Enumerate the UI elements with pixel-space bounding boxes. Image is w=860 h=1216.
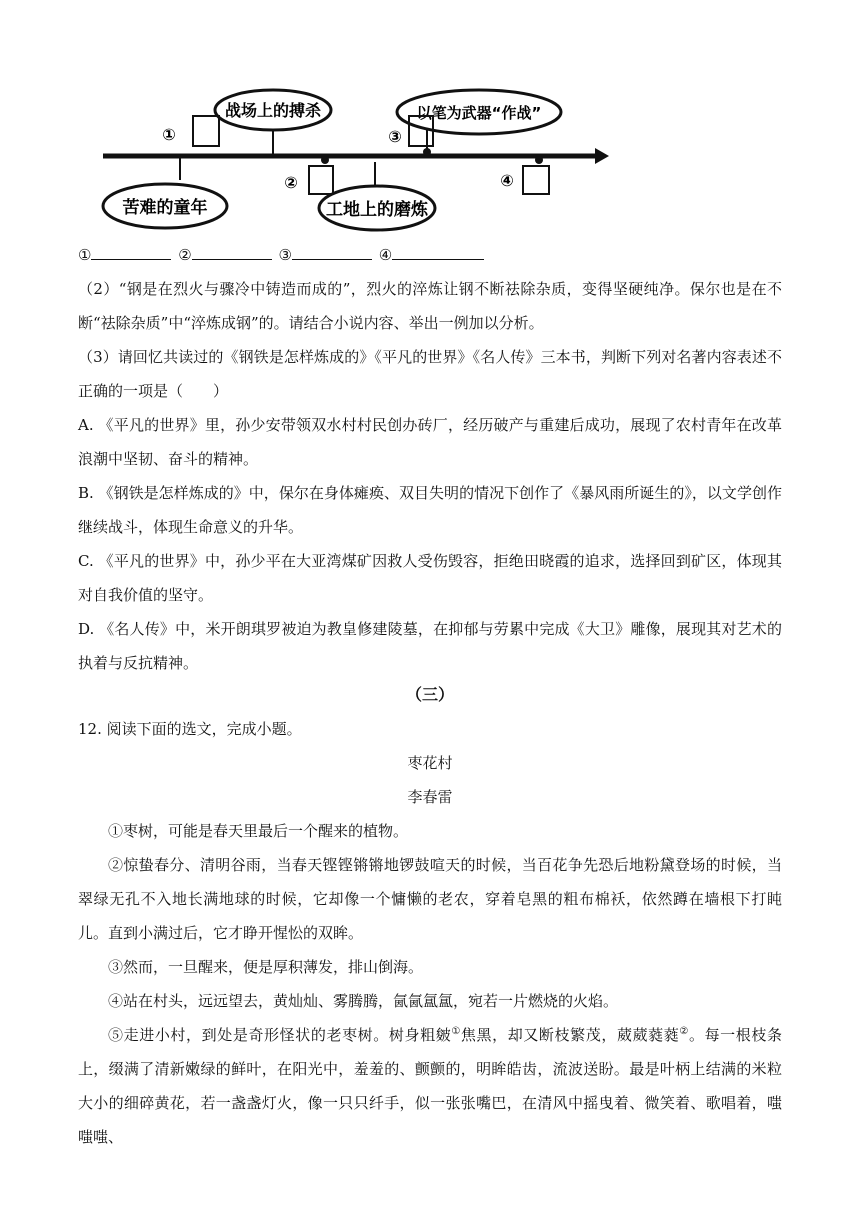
answer-blank-4[interactable] — [392, 245, 484, 260]
blank-label-2: ② — [178, 246, 192, 264]
option-a: A. 《平凡的世界》里，孙少安带领双水村村民创办砖厂，经历破产与重建后成功，展现了农村青年在改革浪潮中坚韧、奋斗的精神。 — [78, 416, 782, 468]
timeline-diagram — [95, 88, 615, 238]
option-b: B. 《钢铁是怎样炼成的》中，保尔在身体瘫痪、双目失明的情况下创作了《暴风雨所诞生的》，以文学创作继续战斗，体现生命意义的升华。 — [78, 484, 782, 536]
answer-blanks-line — [78, 244, 782, 266]
label-construction: 工地上的磨炼 — [326, 200, 428, 220]
paragraph-5-part-c: 。每一根枝条上，缀满了清新嫩绿的鲜叶，在阳光中，羞羞的、颤颤的，明眸皓齿，流波送盼。最是叶柄上结满的米粒大小的细碎黄花，若一盏盏灯火，像一只只纤手，似一张张嘴巴，在清风中摇曳着、微笑着、歌唱着，嗤嗤嗤、 — [78, 1026, 782, 1146]
question-3: （3）请回忆共读过的《钢铁是怎样炼成的》《平凡的世界》《名人传》三本书，判断下列对名著内容表述不正确的一项是（ ） — [78, 348, 782, 400]
article-paragraph-3: ③然而，一旦醒来，便是厚积薄发，排山倒海。 — [108, 958, 424, 976]
option-d: D. 《名人传》中，米开朗琪罗被迫为教皇修建陵墓，在抑郁与劳累中完成《大卫》雕像，展现其对艺术的执着与反抗精神。 — [78, 620, 782, 672]
timeline-dot-3 — [423, 148, 431, 156]
paragraph-5-part-a: ⑤走进小村，到处是奇形怪状的老枣树。树身粗皴 — [108, 1026, 452, 1044]
label-pen-weapon: 以笔为武器“作战” — [416, 104, 542, 122]
timeline-dot-2 — [321, 156, 329, 164]
footnote-ref-1[interactable]: ① — [451, 1026, 461, 1037]
option-c: C. 《平凡的世界》中，孙少平在大亚湾煤矿因救人受伤毁容，拒绝田晓霞的追求，选择回到矿区，体现其对自我价值的坚守。 — [78, 552, 782, 604]
timeline-arrowhead — [595, 148, 609, 164]
answer-box-1 — [193, 116, 219, 146]
article-paragraph-1: ①枣树，可能是春天里最后一个醒来的植物。 — [108, 822, 409, 840]
paragraph-5-part-b: 焦黑，却又断枝繁茂，葳葳蕤蕤 — [460, 1026, 680, 1044]
blank-label-1: ① — [78, 246, 92, 264]
question-2: （2）“钢是在烈火与骤冷中铸造而成的”，烈火的淬炼让钢不断祛除杂质，变得坚硬纯净。保尔也是在不断“祛除杂质”中“淬炼成钢”的。请结合小说内容、举出一例加以分析。 — [78, 280, 782, 332]
marker-4: ④ — [500, 171, 514, 190]
answer-blank-1[interactable] — [91, 245, 171, 260]
article-paragraph-4: ④站在村头，远远望去，黄灿灿、雾腾腾，氤氤氲氲，宛若一片燃烧的火焰。 — [108, 992, 619, 1010]
section-heading: （三） — [405, 685, 454, 704]
answer-blank-2[interactable] — [192, 245, 272, 260]
answer-blank-3[interactable] — [292, 245, 372, 260]
blank-label-4: ④ — [378, 246, 393, 264]
timeline-dot-4 — [535, 156, 543, 164]
question-12: 12. 阅读下面的选文，完成小题。 — [78, 720, 302, 738]
label-battlefield: 战场上的搏杀 — [224, 101, 322, 120]
label-childhood: 苦难的童年 — [122, 198, 208, 218]
marker-3: ③ — [388, 127, 402, 146]
marker-1: ① — [162, 125, 176, 144]
timeline-svg — [95, 88, 615, 238]
blank-label-3: ③ — [278, 246, 292, 264]
answer-box-2 — [309, 166, 333, 194]
article-title: 枣花村 — [407, 754, 453, 772]
article-paragraph-2: ②惊蛰春分、清明谷雨，当春天铿铿锵锵地锣鼓喧天的时候，当百花争先恐后地粉黛登场的时候，当翠绿无孔不入地长满地球的时候，它却像一个慵懒的老农，穿着皂黑的粗布棉袄，依然蹲在墙根下打盹儿。直到小满过后，它才睁开惺忪的双眸。 — [78, 856, 782, 942]
answer-box-4 — [523, 166, 549, 194]
article-author: 李春雷 — [407, 788, 453, 806]
article-paragraph-5 — [78, 1018, 782, 1154]
footnote-ref-2[interactable]: ② — [679, 1026, 689, 1037]
marker-2: ② — [284, 173, 298, 192]
